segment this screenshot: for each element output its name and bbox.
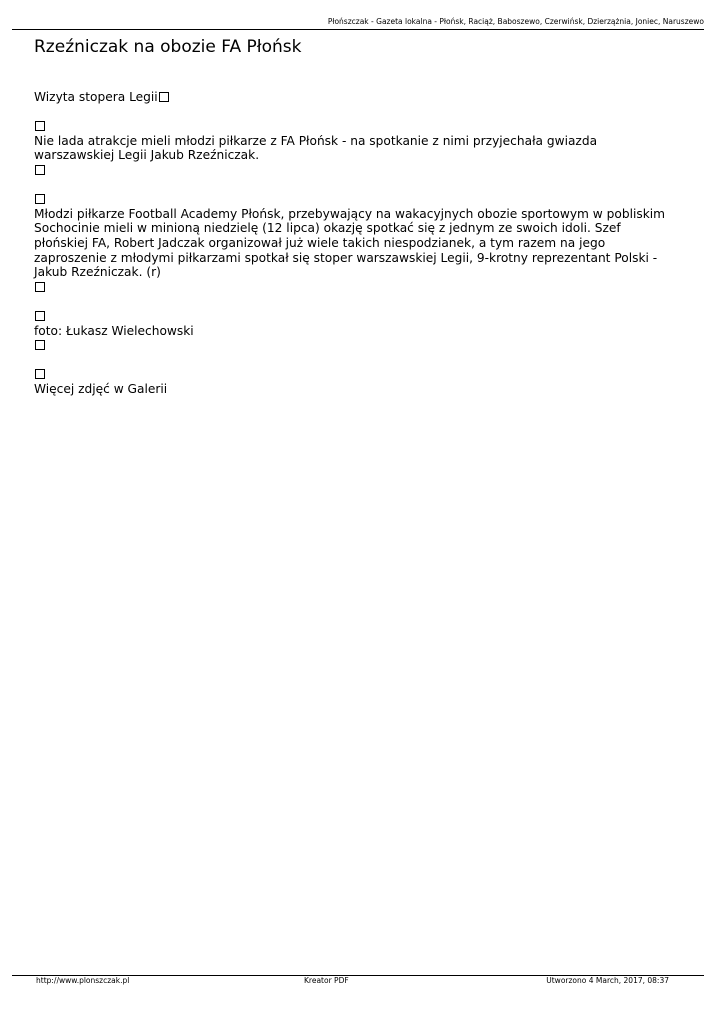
article-body: Młodzi piłkarze Football Academy Płońsk, przebywający na wakacyjnych obozie sportowym w pobliskim Sochocinie mieli w minioną niedzielę (12 lipca) okazję spotkać się z jednym ze swoich idoli. Szef płońskiej FA, Robert Jadczak organizował już wiele takich niespodzianek, a tym razem na jego zaproszenie z młodymi piłkarzami spotkał się stoper warszawskiej Legii, 9-krotny reprezentant Polski - Jakub Rzeźniczak. (r) — [34, 206, 666, 280]
missing-glyph-line — [34, 163, 674, 178]
missing-glyph-icon — [35, 282, 45, 292]
missing-glyph-icon — [35, 340, 45, 350]
article-lead: Nie lada atrakcje mieli młodzi piłkarze z FA Płońsk - na spotkanie z nimi przyjechała gwiazda warszawskiej Legii Jakub Rzeźniczak. — [34, 133, 598, 163]
missing-glyph-icon — [35, 369, 45, 379]
subtitle-line — [34, 90, 674, 105]
missing-glyph-icon — [35, 311, 45, 321]
footer-url[interactable]: http://www.plonszczak.pl — [36, 976, 130, 985]
missing-glyph-line — [34, 309, 674, 324]
missing-glyph-line — [34, 280, 674, 295]
article-content — [34, 90, 674, 396]
missing-glyph-icon — [35, 165, 45, 175]
article-subtitle: Wizyta stopera Legii — [34, 90, 158, 104]
missing-glyph-line — [34, 367, 674, 382]
missing-glyph-icon — [35, 194, 45, 204]
gallery-link[interactable]: Więcej zdjęć w Galerii — [34, 381, 168, 396]
missing-glyph-line — [34, 119, 674, 134]
footer-generator: Kreator PDF — [304, 976, 349, 985]
photo-credit: foto: Łukasz Wielechowski — [34, 323, 194, 338]
missing-glyph-icon — [159, 92, 169, 102]
missing-glyph-line — [34, 338, 674, 353]
site-header: Płońszczak - Gazeta lokalna - Płońsk, Raciąż, Baboszewo, Czerwińsk, Dzierzążnia, Joniec, Naruszewo — [327, 17, 704, 26]
header-divider — [12, 29, 704, 30]
missing-glyph-line — [34, 192, 674, 207]
footer-created: Utworzono 4 March, 2017, 08:37 — [546, 976, 669, 985]
article-title: Rzeźniczak na obozie FA Płońsk — [34, 37, 302, 57]
missing-glyph-icon — [35, 121, 45, 131]
